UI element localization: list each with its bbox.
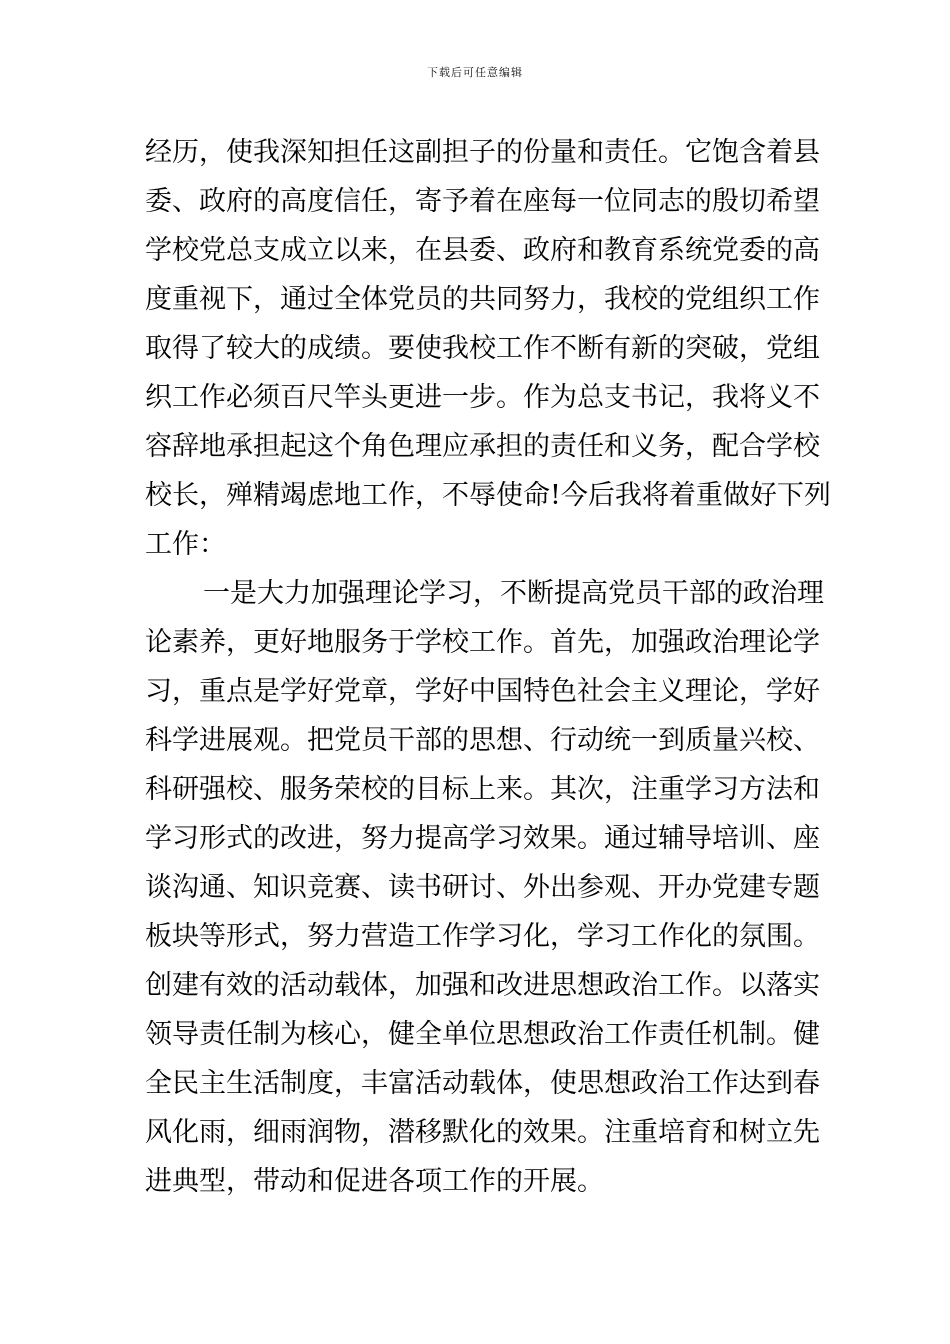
paragraph-first-line: 一是大力加强理论学习，不断提高党员干部的政治理 xyxy=(203,578,824,609)
text-line: 织工作必须百尺竿头更进一步。作为总支书记，我将义不 xyxy=(145,382,820,413)
text-line: 校长，殚精竭虑地工作，不辱使命!今后我将着重做好下列 xyxy=(145,480,831,511)
document-body xyxy=(145,128,831,1206)
text-line: 创建有效的活动载体，加强和改进思想政治工作。以落实 xyxy=(145,970,820,1001)
text-line: 习，重点是学好党章，学好中国特色社会主义理论，学好 xyxy=(145,676,820,707)
text-line: 科学进展观。把党员干部的思想、行动统一到质量兴校、 xyxy=(145,725,820,756)
text-line: 经历，使我深知担任这副担子的份量和责任。它饱含着县 xyxy=(145,137,820,168)
text-line: 度重视下，通过全体党员的共同努力，我校的党组织工作 xyxy=(145,284,820,315)
text-line: 容辞地承担起这个角色理应承担的责任和义务，配合学校 xyxy=(145,431,820,462)
text-line: 领导责任制为核心，健全单位思想政治工作责任机制。健 xyxy=(145,1019,820,1050)
text-line: 学习形式的改进，努力提高学习效果。通过辅导培训、座 xyxy=(145,823,820,854)
text-line: 工作： xyxy=(145,529,226,560)
text-line: 取得了较大的成绩。要使我校工作不断有新的突破，党组 xyxy=(145,333,820,364)
text-line: 板块等形式，努力营造工作学习化，学习工作化的氛围。 xyxy=(145,921,820,952)
text-line: 进典型，带动和促进各项工作的开展。 xyxy=(145,1166,604,1197)
text-line: 委、政府的高度信任，寄予着在座每一位同志的殷切希望 xyxy=(145,186,820,217)
text-line: 学校党总支成立以来，在县委、政府和教育系统党委的高 xyxy=(145,235,820,266)
text-line: 科研强校、服务荣校的目标上来。其次，注重学习方法和 xyxy=(145,774,820,805)
page-header: 下载后可任意编辑 xyxy=(427,66,523,79)
text-line: 谈沟通、知识竞赛、读书研讨、外出参观、开办党建专题 xyxy=(145,872,820,903)
text-line: 全民主生活制度，丰富活动载体，使思想政治工作达到春 xyxy=(145,1068,820,1099)
text-line: 风化雨，细雨润物，潜移默化的效果。注重培育和树立先 xyxy=(145,1117,820,1148)
text-line: 论素养，更好地服务于学校工作。首先，加强政治理论学 xyxy=(145,627,820,658)
